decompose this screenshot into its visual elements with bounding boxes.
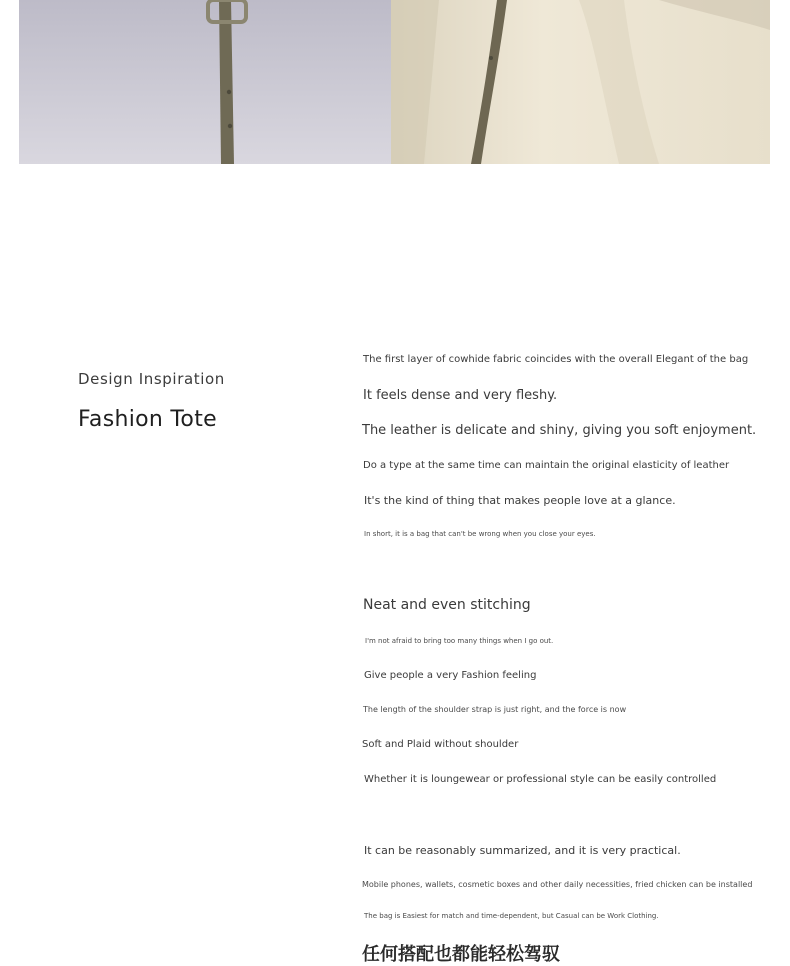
copy-line: It can be reasonably summarized, and it is very practical. (364, 844, 681, 857)
copy-line: The leather is delicate and shiny, giving you soft enjoyment. (362, 423, 757, 438)
design-inspiration-label: Design Inspiration (78, 370, 225, 388)
copy-line: In short, it is a bag that can't be wrong when you close your eyes. (364, 530, 596, 538)
copy-line: Whether it is loungewear or professional style can be easily controlled (364, 774, 717, 785)
copy-line: The length of the shoulder strap is just right, and the force is now (363, 705, 627, 714)
copy-line: The first layer of cowhide fabric coincides with the overall Elegant of the bag (363, 354, 749, 365)
copy-line: It feels dense and very fleshy. (363, 388, 558, 403)
copy-line: Mobile phones, wallets, cosmetic boxes and other daily necessities, fried chicken can be installed (362, 880, 753, 889)
product-photo (19, 0, 770, 164)
copy-line: I'm not afraid to bring too many things when I go out. (365, 637, 554, 645)
copy-line: Soft and Plaid without shoulder (362, 739, 519, 750)
copy-line: Give people a very Fashion feeling (364, 670, 537, 681)
copy-line: The bag is Easiest for match and time-dependent, but Casual can be Work Clothing. (364, 912, 659, 920)
copy-heading-cn: 任何搭配也都能轻松驾驭 (362, 944, 560, 965)
copy-line: Do a type at the same time can maintain the original elasticity of leather (363, 460, 730, 471)
product-photo-illustration (19, 0, 770, 164)
copy-heading: Neat and even stitching (363, 597, 531, 613)
copy-line: It's the kind of thing that makes people love at a glance. (364, 494, 676, 507)
fashion-tote-title: Fashion Tote (78, 407, 217, 432)
